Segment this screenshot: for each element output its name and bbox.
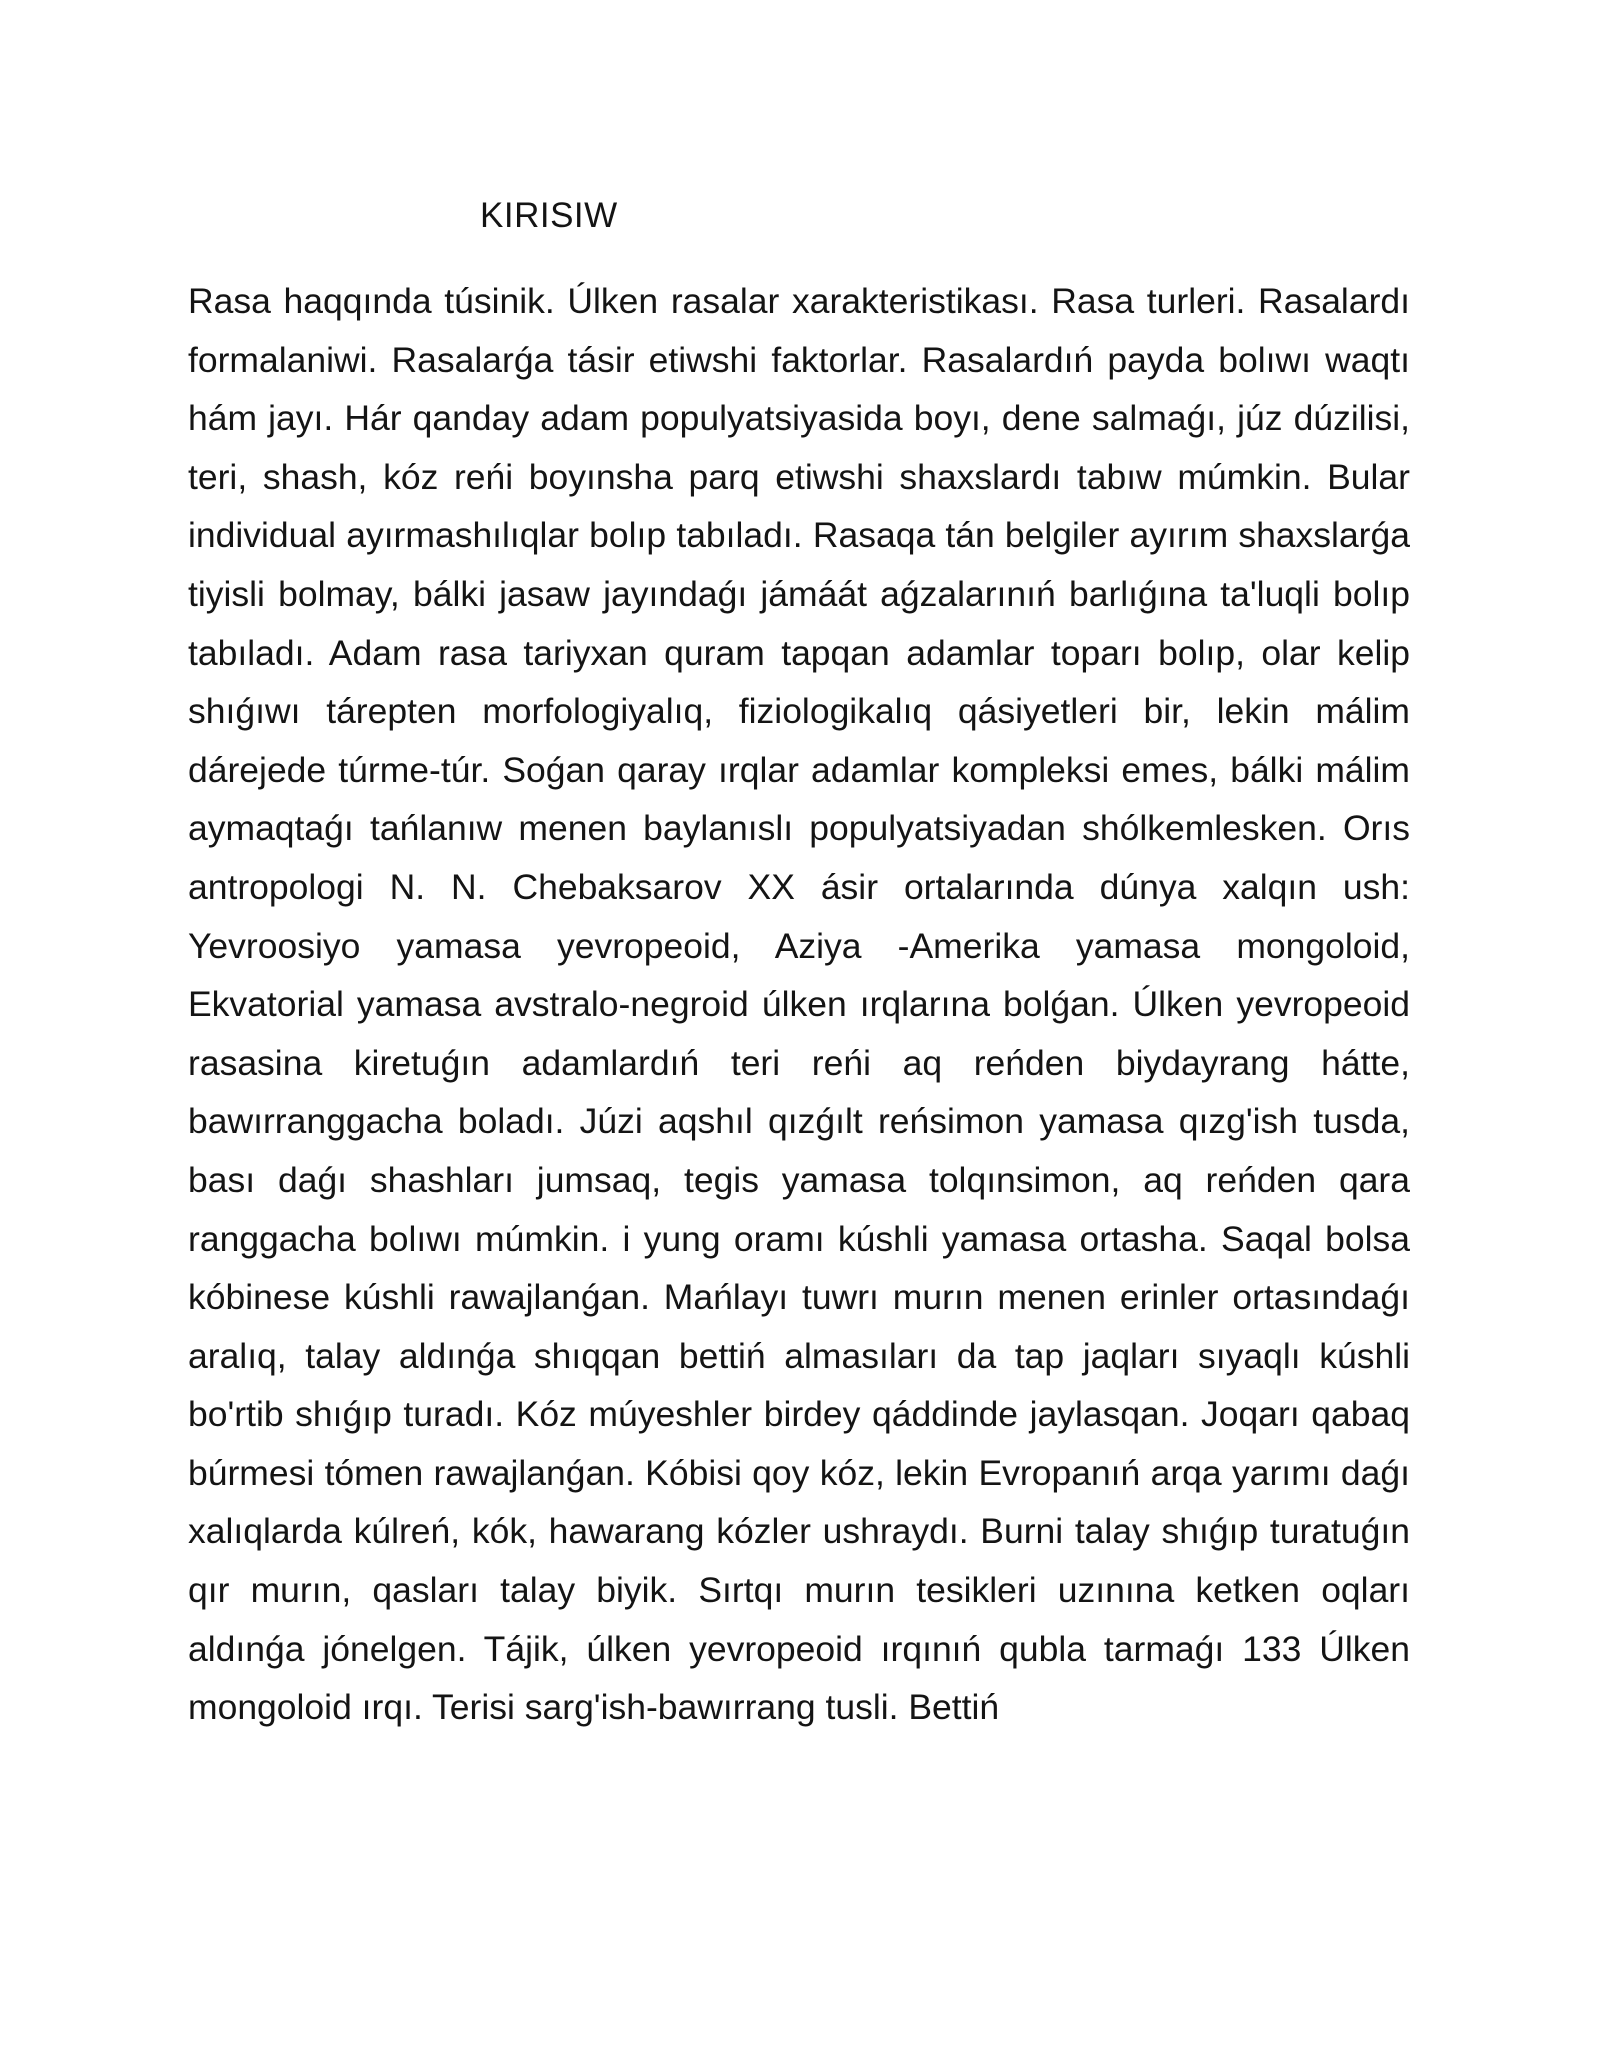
document-body-paragraph: Rasa haqqında túsinik. Úlken rasalar xarakteristikası. Rasa turleri. Rasalardı formalaniwi. Rasalarǵa tásir etiwshi faktorlar. Rasalardıń payda bolıwı waqtı hám jayı. Hár qanday adam populyatsiyasida boyı, dene salmaǵı, júz dúzilisi, teri, shash, kóz reńi boyınsha parq etiwshi shaxslardı tabıw múmkin. Bular individual ayırmashılıqlar bolıp tabıladı. Rasaqa tán belgiler ayırım shaxslarǵa tiyisli bolmay, bálki jasaw jayındaǵı jámáát aǵzalarınıń barlıǵına ta'luqli bolıp tabıladı. Adam rasa tariyxan quram tapqan adamlar toparı bolıp, olar kelip shıǵıwı tárepten morfologiyalıq, fiziologikalıq qásiyetleri bir, lekin málim dárejede túrme-túr. Soǵan qaray ırqlar adamlar kompleksi emes, bálki málim aymaqtaǵı tańlanıw menen baylanıslı populyatsiyadan shólkemlesken. Orıs antropologi N. N. Chebaksarov XX ásir ortalarında dúnya xalqın ush: Yevroosiyo yamasa yevropeoid, Aziya -Amerika yamasa mongoloid, Ekvatorial yamasa avstralo-negroid úlken ırqlarına bolǵan. Úlken yevropeoid rasasina kiretuǵın adamlardıń teri reńi aq reńden biydayrang hátte, bawırranggacha boladı. Júzi aqshıl qızǵılt reńsimon yamasa qızg'ish tusda, bası daǵı shashları jumsaq, tegis yamasa tolqınsimon, aq reńden qara ranggacha bolıwı múmkin. i yung oramı kúshli yamasa ortasha. Saqal bolsa kóbinese kúshli rawajlanǵan. Mańlayı tuwrı murın menen erinler ortasındaǵı aralıq, talay aldınǵa shıqqan bettiń almasıları da tap jaqları sıyaqlı kúshli bo'rtib shıǵıp turadı. Kóz múyeshler birdey qáddinde jaylasqan. Joqarı qabaq búrmesi tómen rawajlanǵan. Kóbisi qoy kóz, lekin Evropanıń arqa yarımı daǵı xalıqlarda kúlreń, kók, hawarang kózler ushraydı. Burni talay shıǵıp turatuǵın qır murın, qasları talay biyik. Sırtqı murın tesikleri uzınına ketken oqları aldınǵa jónelgen. Tájik, úlken yevropeoid ırqınıń qubla tarmaǵı 133 Úlken mongoloid ırqı. Terisi sarg'ish-bawırrang tusli. Bettiń: [188, 281, 1410, 1728]
document-heading: KIRISIW: [480, 196, 618, 235]
